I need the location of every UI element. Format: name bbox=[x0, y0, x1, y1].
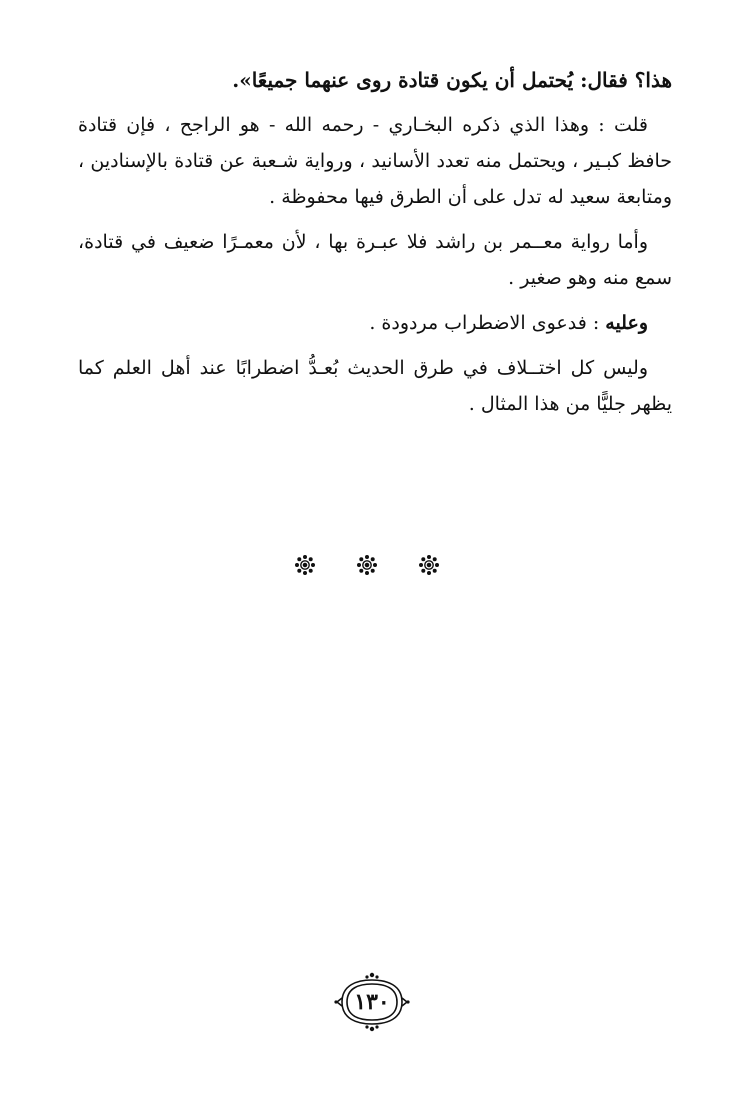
paragraph-3-text: وأما رواية معــمر بن راشد فلا عبـرة بها ، لأن معمـرًا ضعيف في قتادة، سمع منه وهو صغير . bbox=[78, 231, 672, 289]
section-separator bbox=[0, 554, 750, 584]
paragraph-1-text: هذا؟ فقال: يُحتمل أن يكون قتادة روى عنهما جميعًا». bbox=[232, 68, 672, 92]
page-number-block bbox=[333, 970, 411, 1034]
page-number: ١٣٠ bbox=[354, 989, 390, 1015]
flower-ornament-icon bbox=[356, 554, 378, 576]
paragraph-2-text: قلت : وهذا الذي ذكره البخـاري - رحمه الله - هو الراجح ، فإن قتادة حافظ كبـير ، ويحتمل منه تعدد الأسانيد ، ورواية شـعبة عن قتادة بالإسنادين ، ومتابعة سعيد له تدل على أن الطرق فيها محفوظة . bbox=[78, 114, 672, 208]
paragraph-4-text: : فدعوى الاضطراب مردودة . bbox=[369, 312, 606, 334]
paragraph-5 bbox=[78, 350, 672, 422]
paragraph-4-lead: وعليه bbox=[605, 312, 648, 334]
page-body bbox=[78, 62, 672, 431]
paragraph-3 bbox=[78, 224, 672, 296]
paragraph-5-text: وليس كل اختــلاف في طرق الحديث بُعـدُّ اضطرابًا عند أهل العلم كما يظهر جليًّا من هذا المثال . bbox=[78, 357, 672, 415]
paragraph-4 bbox=[78, 305, 672, 341]
paragraph-2 bbox=[78, 107, 672, 215]
paragraph-1 bbox=[78, 62, 672, 98]
flower-ornament-icon bbox=[294, 554, 316, 576]
flower-ornament-icon bbox=[418, 554, 440, 576]
